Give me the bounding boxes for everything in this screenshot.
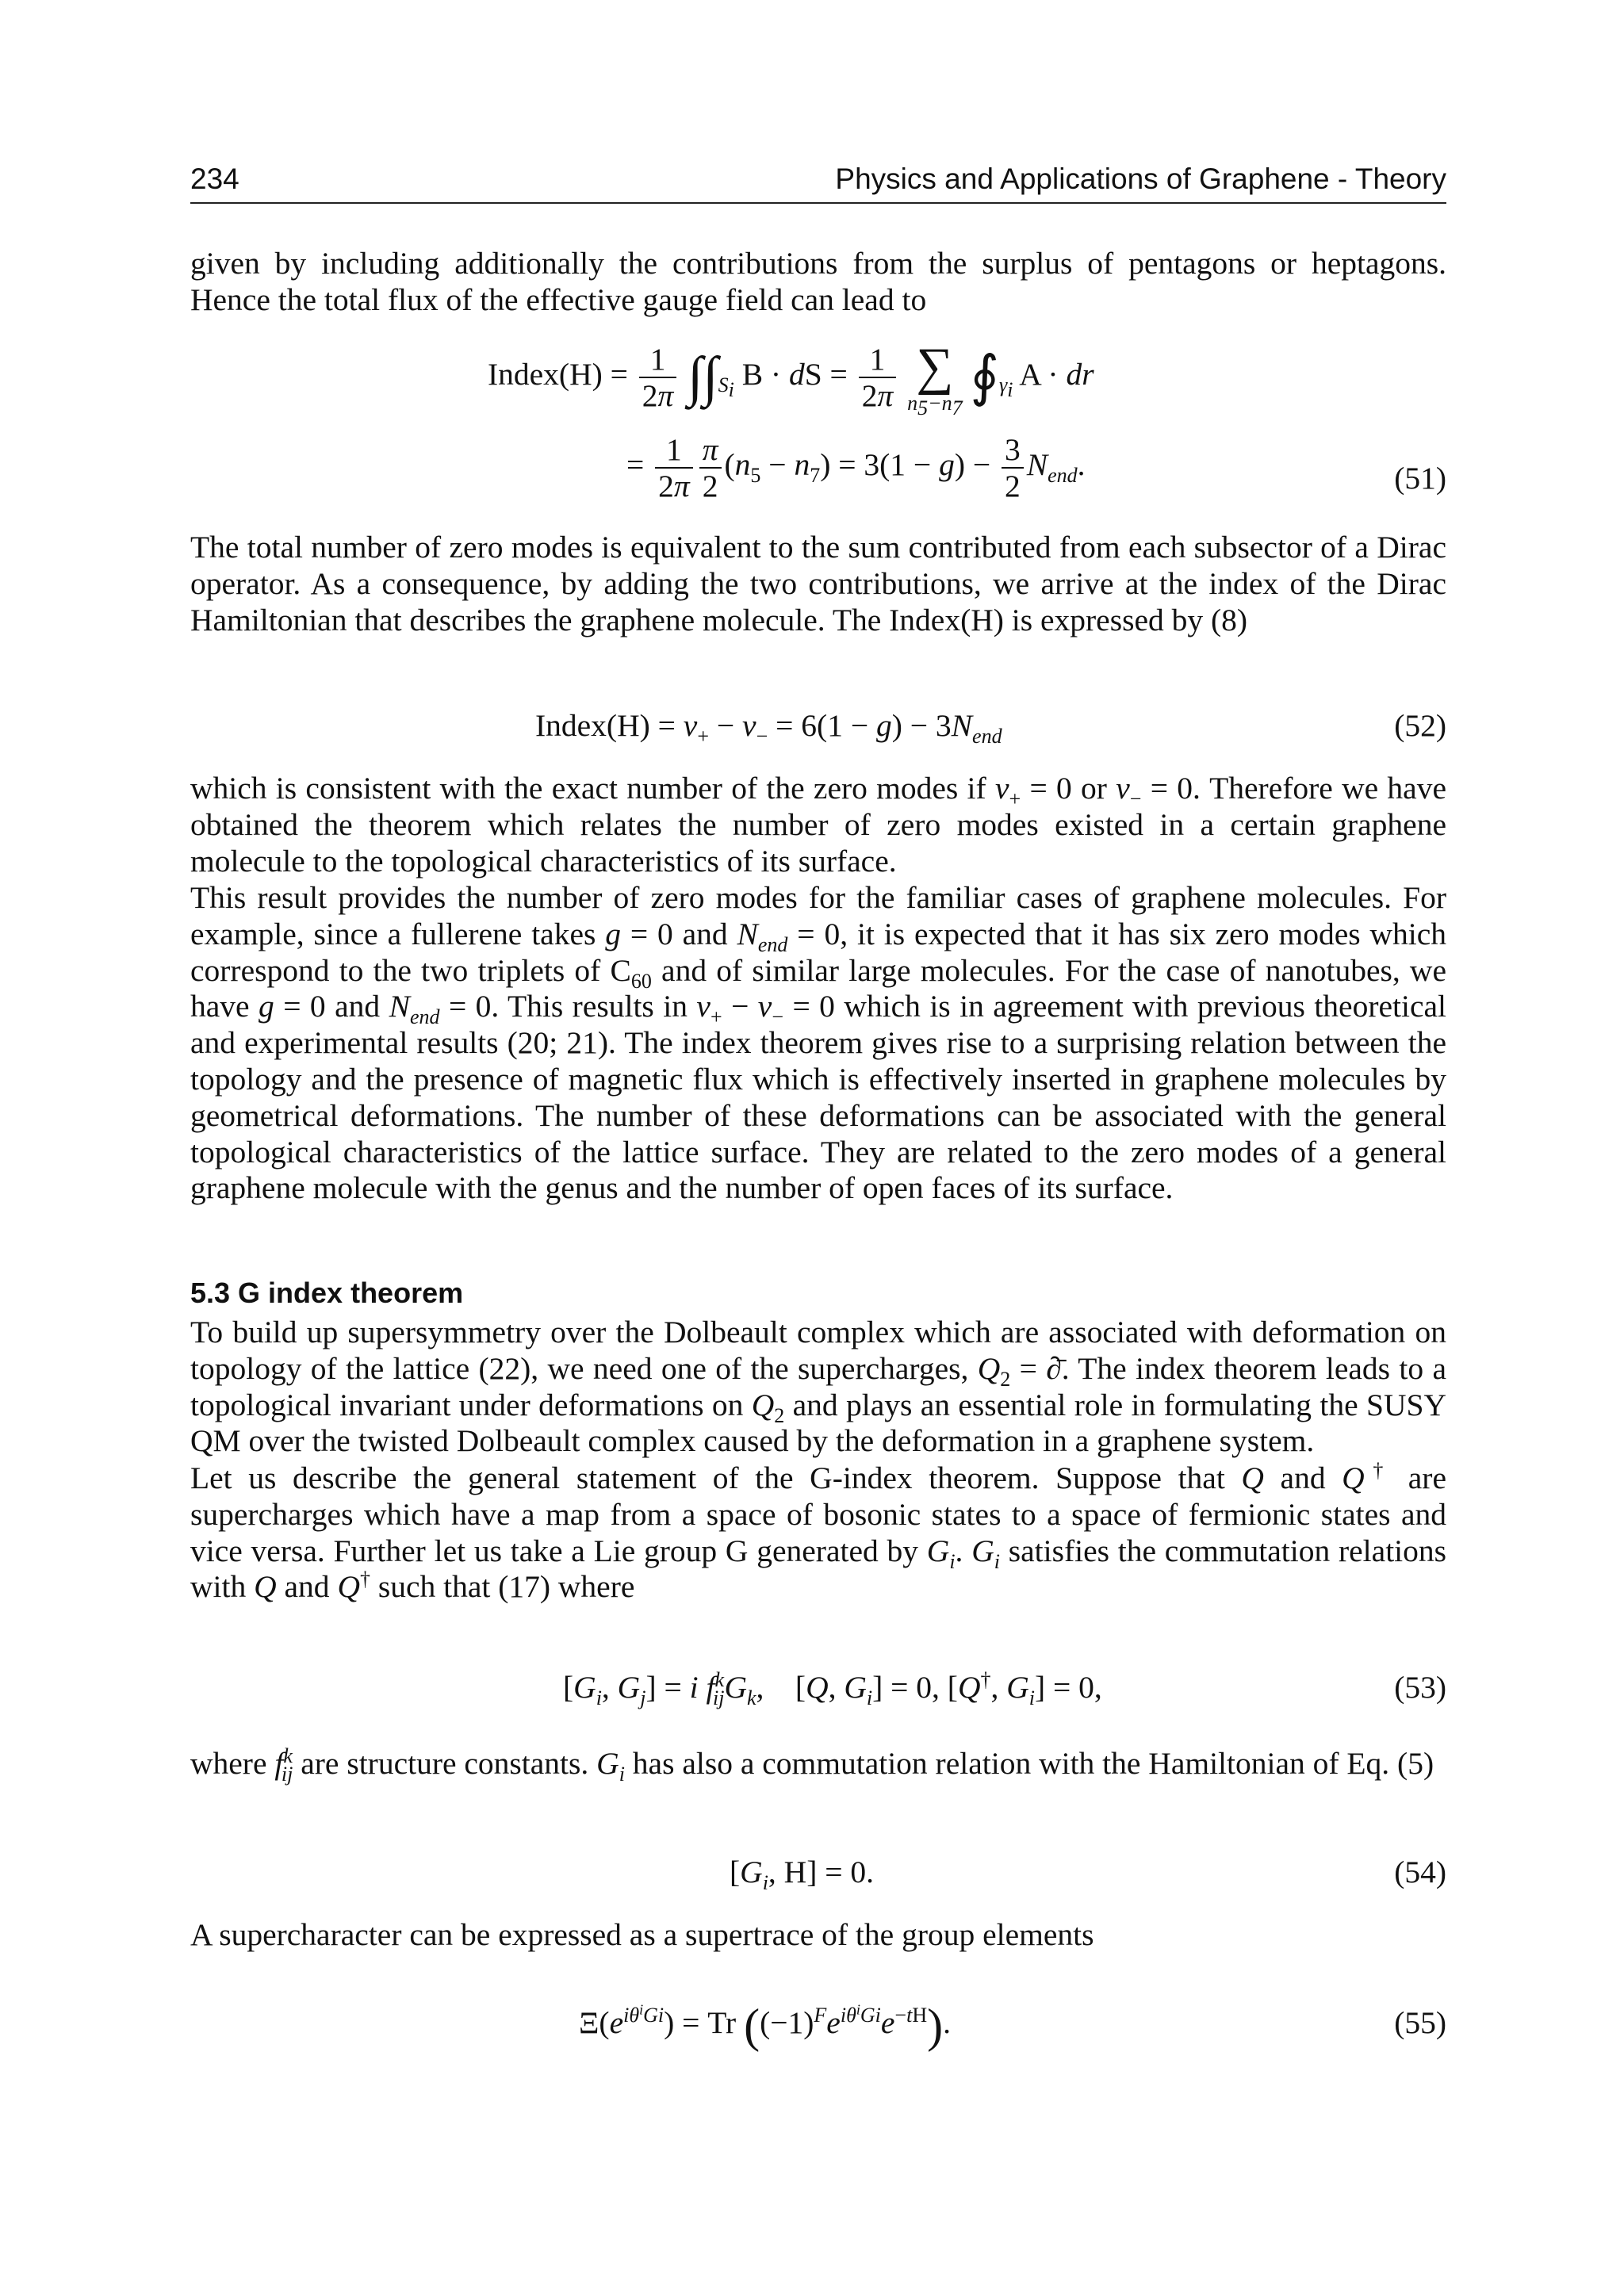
equation-55: $\Xi(e^{i\theta^iGi}) = Tr$ $((-1)^Fe^{i\theta^iGi}e^{-tH})$. — [579, 1999, 951, 2052]
section-heading: 5.3 G index theorem — [190, 1277, 464, 1309]
equation-52: Index(H) = $\nu_+ - \nu_- = 6(1 - g) - 3N_{end}$ — [535, 708, 1002, 748]
paragraph-intro: given by including additionally the contributions from the surplus of pentagons or heptagons. Hence the total flux of the effective gauge field can lead to — [190, 246, 1446, 317]
paragraph-supersymmetry: To build up supersymmetry over the Dolbeault complex which are associated with deformation on topology of the lattice (22), we need one of the supercharges, $Q_2$ = ∂̄. The index theorem leads to a topological invariant under deformations on $Q_2$ and plays an essential role in formulating the SUSY QM over the twisted Dolbeault complex caused by the deformation in a graphene system. — [190, 1315, 1446, 1459]
paragraph-zero-modes: The total number of zero modes is equivalent to the sum contributed from each subsector of a Dirac operator. As a consequence, by adding the two contributions, we arrive at the index of the Dirac Hamiltonian that describes the graphene molecule. The Index(H) is expressed by (8) — [190, 530, 1446, 637]
equation-53: [$G_i$, $G_j] = i$ $f^k_{ij}G_k$, [Q, $G_i] = 0$, [Q†, $G_i] = 0$, — [563, 1667, 1102, 1709]
paragraph-supercharacter: A supercharacter can be expressed as a supertrace of the group elements — [190, 1917, 1094, 1952]
paragraph-structure-constants: where $f^k_{ij}$ are structure constants. $G_i$ has also a commutation relation with the Hamiltonian of Eq. (5) — [190, 1744, 1434, 1786]
paragraph-g-index-statement: Let us describe the general statement of the G-index theorem. Suppose that Q and Q† are supercharges which have a map from a space of bosonic states to a space of fermionic states and vice versa. Further let us take a Lie group G generated by $G_i$. $G_i$ satisfies the commutation relations with Q and Q† such that (17) where — [190, 1458, 1447, 1605]
equation-51-number: (51) — [1394, 461, 1446, 496]
equation-51-line2: = $\frac{1}{2\pi}$ $\frac{\pi}{2}$ $(n_5 - n_7) = 3(1 - g)$ − $\frac{3}{2}$ $N_{end}$. — [626, 432, 1086, 503]
equation-54-number: (54) — [1394, 1855, 1446, 1889]
equation-55-number: (55) — [1394, 2005, 1446, 2040]
header-rule — [190, 202, 1446, 204]
equation-51-line1: Index(H) = $\frac{1}{2\pi}$ $\int\int_{S_i}$ B · dS = $\frac{1}{2\pi}$ ∑ $n_5-n_7$ $∮_{\gamma_i}$ A · dr⃗ — [488, 338, 1119, 420]
page-number: 234 — [190, 163, 239, 195]
equation-54: [$G_i$, H] = 0. — [730, 1855, 875, 1894]
equation-52-number: (52) — [1394, 708, 1446, 743]
equation-53-number: (53) — [1394, 1670, 1446, 1705]
running-title: Physics and Applications of Graphene - Theory — [835, 163, 1446, 195]
paragraph-theorem: which is consistent with the exact number of the zero modes if $\nu_+ = 0$ or $\nu_- = 0$. Therefore we have obtained the theorem which relates the number of zero modes existed in a certain graphene molecule to the topological characteristics of its surface. — [190, 771, 1446, 879]
paragraph-results: This result provides the number of zero modes for the familiar cases of graphene molecules. For example, since a fullerene takes g = 0 and $N_{end} = 0$, it is expected that it has six zero modes which correspond to the two triplets of $C_{60}$ and of similar large molecules. For the case of nanotubes, we have g = 0 and $N_{end} = 0$. This results in $\nu_+ - \nu_- = 0$ which is in agreement with previous theoretical and experimental results (20; 21). The index theorem gives rise to a surprising relation between the topology and the presence of magnetic flux which is effectively inserted in graphene molecules by geometrical deformations. The number of these deformations can be associated with the general topological characteristics of the lattice surface. They are related to the zero modes of a general graphene molecule with the genus and the number of open faces of its surface. — [190, 880, 1447, 1206]
